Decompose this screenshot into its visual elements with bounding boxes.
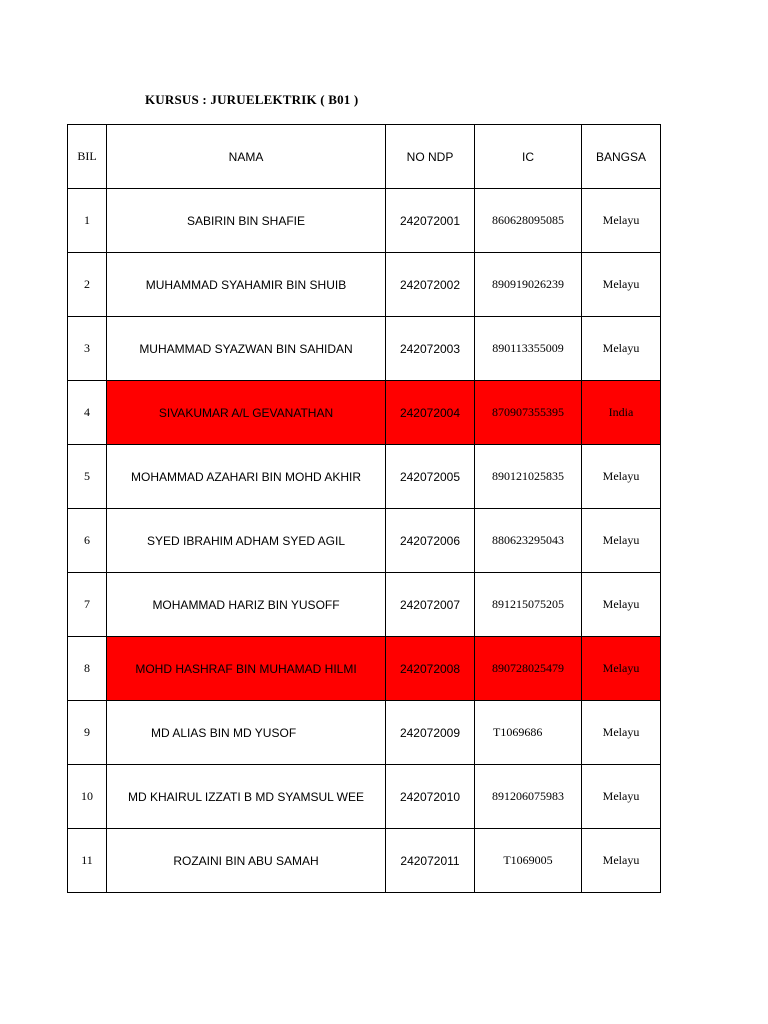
table-row	[68, 445, 661, 509]
cell-nama: MUHAMMAD SYAHAMIR BIN SHUIB	[107, 253, 386, 317]
table-row	[68, 701, 661, 765]
table-row	[68, 189, 661, 253]
cell-ic: 870907355395	[475, 381, 582, 445]
table-row-highlighted	[68, 637, 661, 701]
cell-bil: 10	[68, 765, 107, 829]
cell-bil: 4	[68, 381, 107, 445]
cell-bangsa: Melayu	[582, 253, 661, 317]
cell-ic: 890728025479	[475, 637, 582, 701]
table-row-highlighted	[68, 381, 661, 445]
cell-no-ndp: 242072003	[386, 317, 475, 381]
cell-nama: MD KHAIRUL IZZATI B MD SYAMSUL WEE	[107, 765, 386, 829]
cell-no-ndp: 242072002	[386, 253, 475, 317]
cell-no-ndp: 242072006	[386, 509, 475, 573]
cell-bil: 3	[68, 317, 107, 381]
cell-bangsa: Melayu	[582, 637, 661, 701]
cell-nama: MOHAMMAD HARIZ BIN YUSOFF	[107, 573, 386, 637]
cell-bil: 2	[68, 253, 107, 317]
cell-ic: 880623295043	[475, 509, 582, 573]
cell-bil: 11	[68, 829, 107, 893]
table-row	[68, 573, 661, 637]
table-row	[68, 253, 661, 317]
table-row	[68, 317, 661, 381]
cell-bil: 7	[68, 573, 107, 637]
student-table	[67, 124, 661, 893]
header-ic: IC	[475, 125, 582, 189]
header-row	[68, 125, 661, 189]
cell-nama: ROZAINI BIN ABU SAMAH	[107, 829, 386, 893]
cell-no-ndp: 242072007	[386, 573, 475, 637]
table-row	[68, 829, 661, 893]
cell-ic: T1069686	[475, 701, 582, 765]
cell-bangsa: Melayu	[582, 317, 661, 381]
cell-no-ndp: 242072009	[386, 701, 475, 765]
cell-ic: T1069005	[475, 829, 582, 893]
cell-bangsa: Melayu	[582, 765, 661, 829]
header-nama: NAMA	[107, 125, 386, 189]
cell-bangsa: Melayu	[582, 701, 661, 765]
cell-nama: SIVAKUMAR A/L GEVANATHAN	[107, 381, 386, 445]
cell-ic: 890113355009	[475, 317, 582, 381]
cell-no-ndp: 242072008	[386, 637, 475, 701]
cell-bil: 8	[68, 637, 107, 701]
cell-ic: 891206075983	[475, 765, 582, 829]
cell-no-ndp: 242072005	[386, 445, 475, 509]
cell-nama: MD ALIAS BIN MD YUSOF	[107, 701, 386, 765]
cell-nama: MOHD HASHRAF BIN MUHAMAD HILMI	[107, 637, 386, 701]
cell-bangsa: India	[582, 381, 661, 445]
cell-no-ndp: 242072011	[386, 829, 475, 893]
table-row	[68, 765, 661, 829]
cell-no-ndp: 242072010	[386, 765, 475, 829]
cell-bil: 6	[68, 509, 107, 573]
cell-ic: 890919026239	[475, 253, 582, 317]
cell-nama: SYED IBRAHIM ADHAM SYED AGIL	[107, 509, 386, 573]
cell-bangsa: Melayu	[582, 509, 661, 573]
cell-bil: 1	[68, 189, 107, 253]
cell-bil: 5	[68, 445, 107, 509]
cell-ic: 860628095085	[475, 189, 582, 253]
cell-ic: 890121025835	[475, 445, 582, 509]
cell-no-ndp: 242072004	[386, 381, 475, 445]
course-title: KURSUS : JURUELEKTRIK ( B01 )	[145, 92, 359, 107]
cell-bangsa: Melayu	[582, 445, 661, 509]
cell-no-ndp: 242072001	[386, 189, 475, 253]
cell-bangsa: Melayu	[582, 573, 661, 637]
table-row	[68, 509, 661, 573]
cell-nama: MOHAMMAD AZAHARI BIN MOHD AKHIR	[107, 445, 386, 509]
header-no-ndp: NO NDP	[386, 125, 475, 189]
cell-nama: MUHAMMAD SYAZWAN BIN SAHIDAN	[107, 317, 386, 381]
cell-bangsa: Melayu	[582, 189, 661, 253]
cell-ic: 891215075205	[475, 573, 582, 637]
header-bangsa: BANGSA	[582, 125, 661, 189]
cell-nama: SABIRIN BIN SHAFIE	[107, 189, 386, 253]
header-bil: BIL	[68, 125, 107, 189]
cell-bil: 9	[68, 701, 107, 765]
cell-bangsa: Melayu	[582, 829, 661, 893]
